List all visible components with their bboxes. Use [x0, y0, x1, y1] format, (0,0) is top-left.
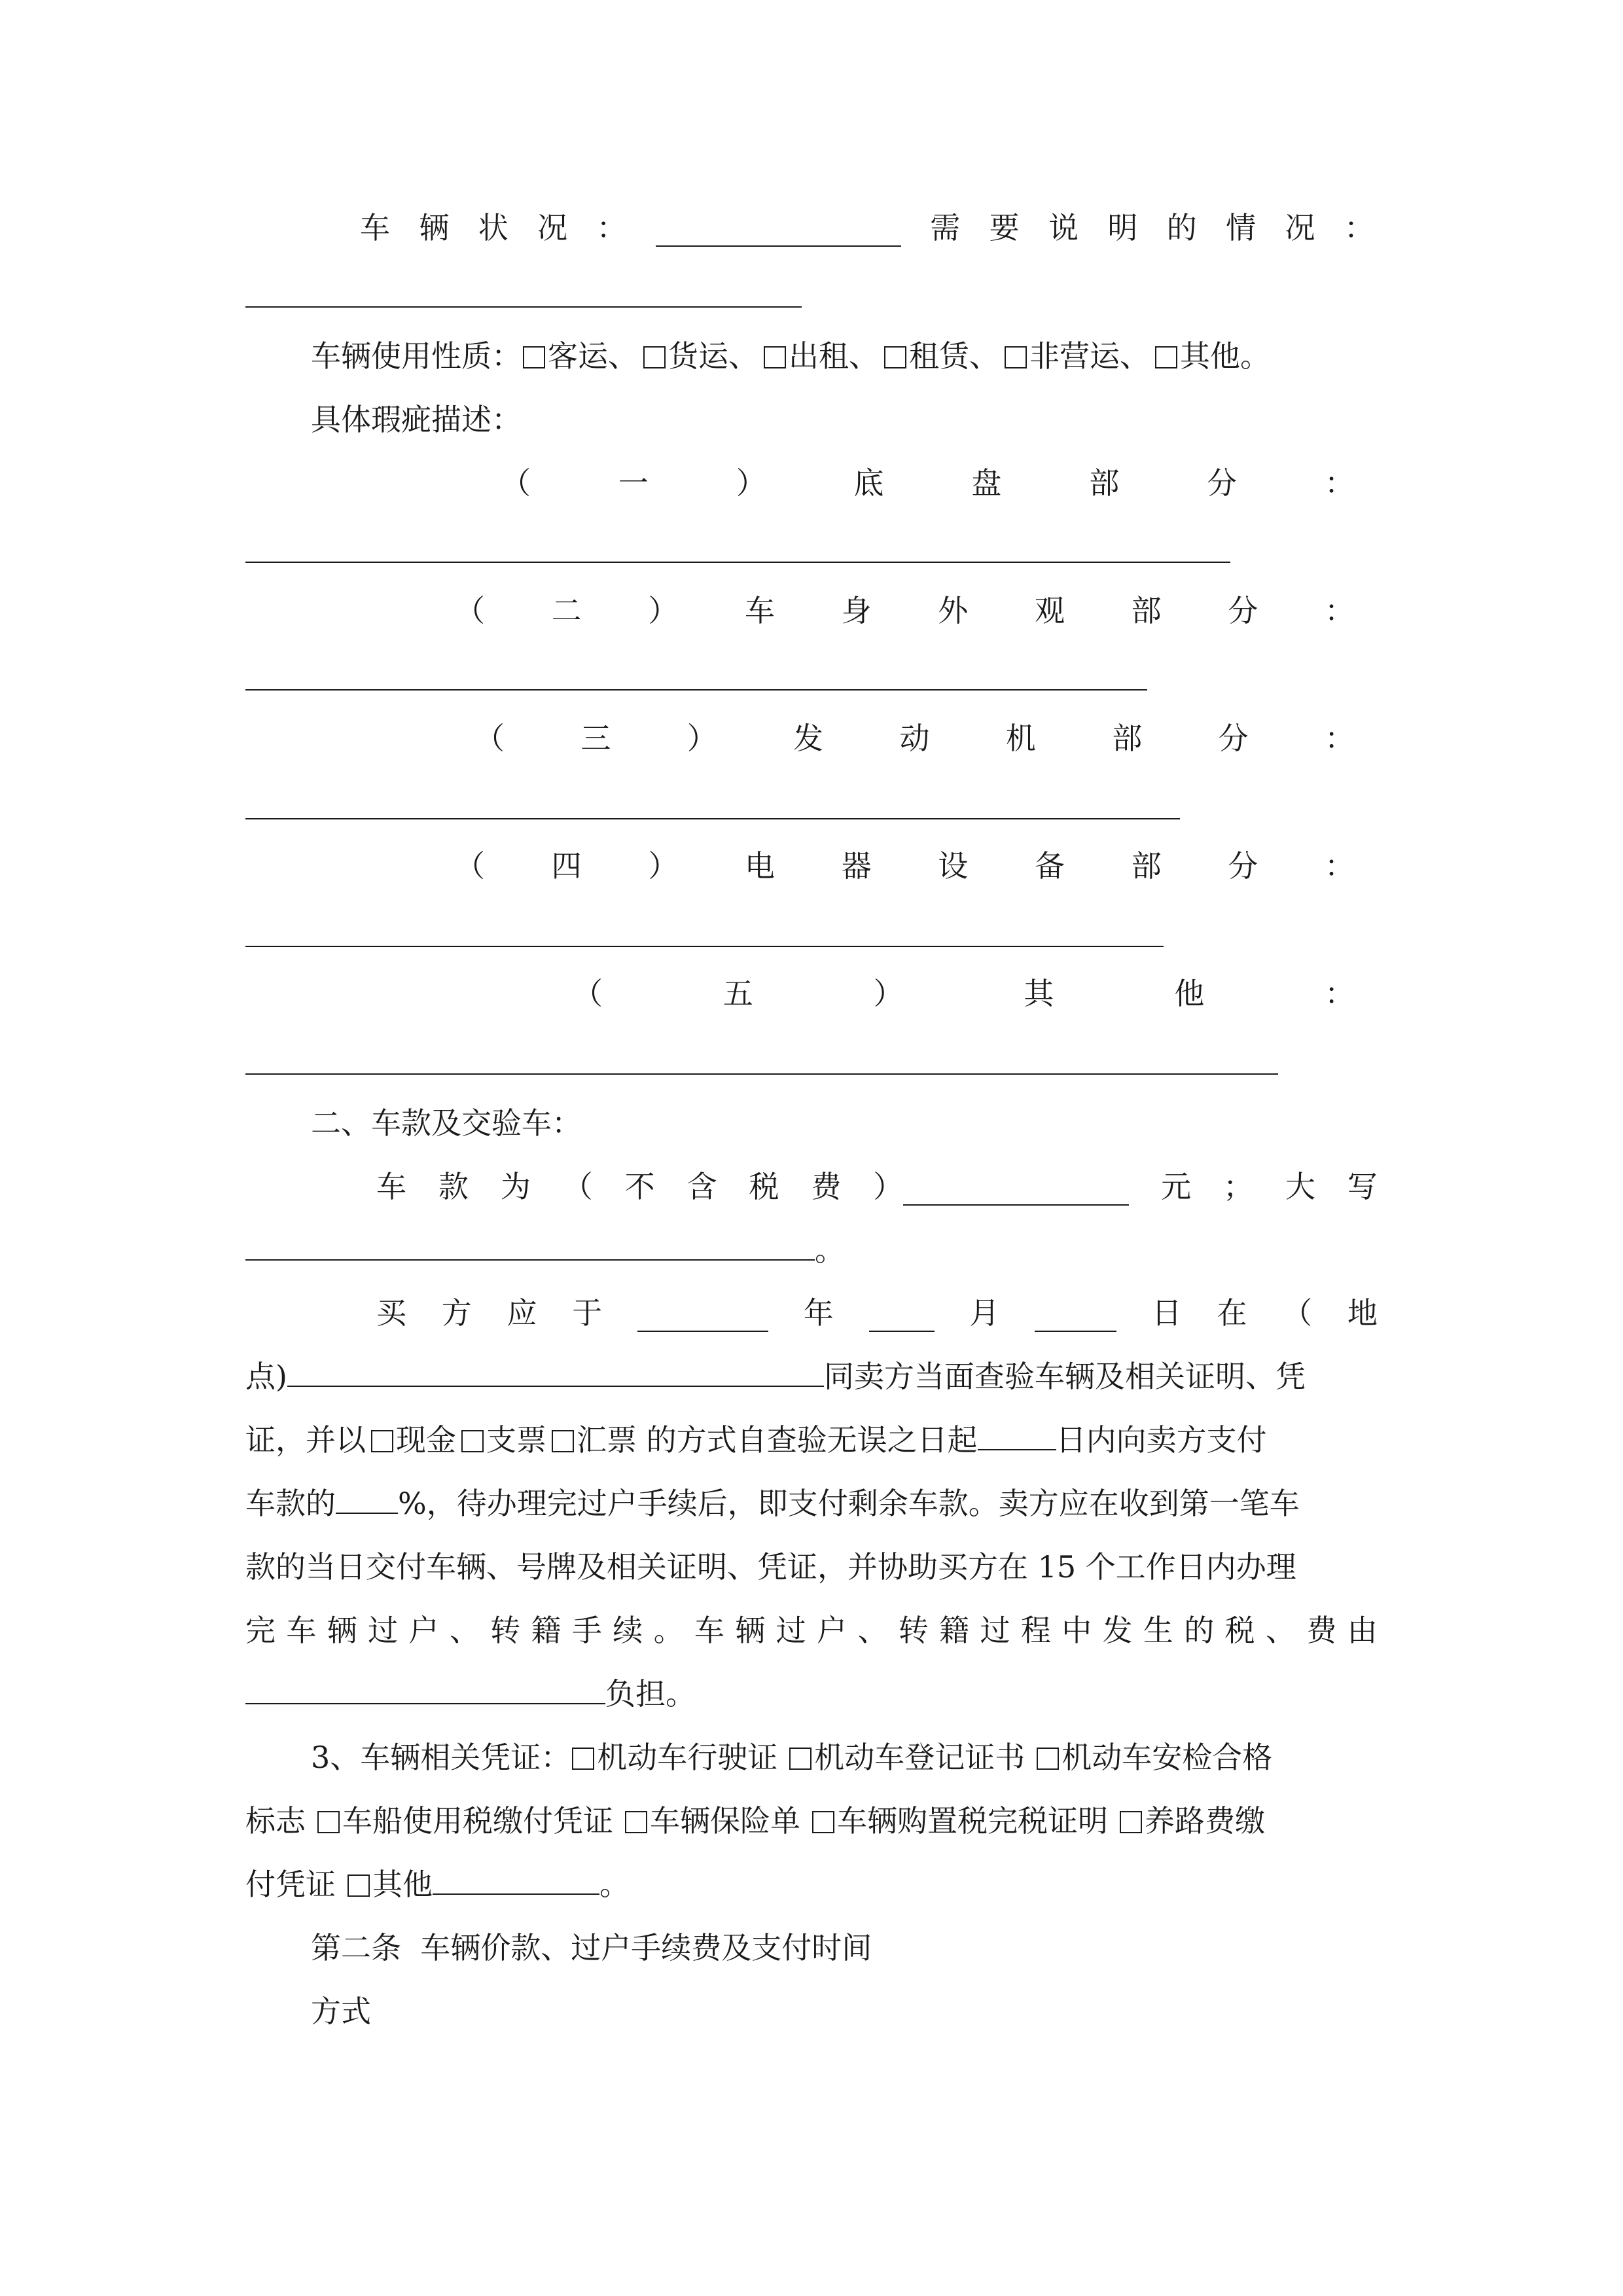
- other-document-blank[interactable]: [433, 1857, 599, 1895]
- section2-title: 二、车款及交验车：: [311, 1105, 582, 1141]
- payment-method-line: 证，并以 现金 支票 汇票 的方式自查验无误之日起 日内向卖方支付: [245, 1408, 1378, 1471]
- usage-line: 车辆使用性质： 客运、 货运、 出租、 租赁、 非营运、 其他。: [311, 338, 1270, 374]
- defect-other-blank[interactable]: [245, 1073, 1278, 1075]
- documents-line-3: 付凭证 其他 。: [245, 1853, 1378, 1916]
- price-capital-blank[interactable]: [245, 1223, 815, 1261]
- checkbox-icon[interactable]: [812, 1811, 834, 1833]
- checkbox-icon[interactable]: [348, 1874, 370, 1897]
- defect-electrical: （ 四 ） 电 器 设 备 部 分 ：: [455, 848, 1355, 884]
- vehicle-status-line: 车 辆 状 况 ： 需 要 说 明 的 情 况 ：: [360, 210, 1374, 245]
- transfer-line: 完 车 辆 过 户 、 转 籍 手 续 。 车 辆 过 户 、 转 籍 过 程 中 发 生 的 税 、 费 由: [245, 1613, 1378, 1648]
- checkbox-icon[interactable]: [625, 1811, 647, 1833]
- checkbox-icon[interactable]: [1005, 346, 1027, 368]
- vehicle-status-blank[interactable]: [656, 209, 901, 247]
- delivery-line: 款的当日交付车辆、号牌及相关证明、凭证，并协助买方在 15 个工作日内办理: [245, 1549, 1296, 1585]
- defect-engine: （ 三 ） 发 动 机 部 分 ：: [474, 721, 1355, 756]
- article2-continuation: 方式: [311, 1994, 371, 2029]
- defect-engine-blank[interactable]: [245, 818, 1180, 819]
- fee-bearer-blank[interactable]: [245, 1666, 605, 1704]
- documents-line-1: 3、车辆相关凭证： 机动车行驶证 机动车登记证书 机动车安检合格: [311, 1740, 1273, 1775]
- documents-line-2: 标志 车船使用税缴付凭证 车辆保险单 车辆购置税完税证明 养路费缴: [245, 1803, 1265, 1839]
- days-blank[interactable]: [978, 1412, 1056, 1450]
- checkbox-icon[interactable]: [1155, 346, 1177, 368]
- month-blank[interactable]: [869, 1294, 935, 1332]
- defect-chassis: （ 一 ） 底 盘 部 分 ：: [501, 465, 1355, 501]
- fee-bearer-line: 负担。: [245, 1662, 1378, 1725]
- defects-title: 具体瑕疵描述：: [311, 402, 522, 437]
- checkbox-icon[interactable]: [1120, 1811, 1142, 1833]
- percent-blank[interactable]: [336, 1476, 398, 1514]
- article2-title: 第二条 车辆价款、过户手续费及支付时间: [311, 1930, 872, 1965]
- day-blank[interactable]: [1035, 1294, 1116, 1332]
- checkbox-icon[interactable]: [523, 346, 545, 368]
- checkbox-icon[interactable]: [789, 1748, 812, 1770]
- defect-chassis-blank[interactable]: [245, 562, 1230, 563]
- defect-body: （ 二 ） 车 身 外 观 部 分 ：: [455, 593, 1355, 628]
- status-note-blank[interactable]: [245, 306, 802, 308]
- payment-percent-line: 车款的 %，待办理完过户手续后，即支付剩余车款。卖方应在收到第一笔车: [245, 1472, 1378, 1535]
- checkbox-icon[interactable]: [884, 346, 906, 368]
- checkbox-icon[interactable]: [764, 346, 786, 368]
- inspection-date-line: 买 方 应 于 年 月 日 在 （ 地: [376, 1295, 1378, 1331]
- defect-other: （ 五 ） 其 他 ：: [573, 976, 1355, 1011]
- defect-body-blank[interactable]: [245, 689, 1147, 691]
- checkbox-icon[interactable]: [572, 1748, 594, 1770]
- checkbox-icon[interactable]: [371, 1430, 393, 1452]
- checkbox-icon[interactable]: [317, 1811, 340, 1833]
- checkbox-icon[interactable]: [1037, 1748, 1059, 1770]
- price-capital-line: 。: [245, 1219, 1378, 1282]
- checkbox-icon[interactable]: [552, 1430, 574, 1452]
- inspection-place-line: 点) 同卖方当面查验车辆及相关证明、凭: [245, 1345, 1378, 1408]
- checkbox-icon[interactable]: [461, 1430, 484, 1452]
- place-blank[interactable]: [287, 1349, 824, 1387]
- price-amount-blank[interactable]: [903, 1168, 1129, 1206]
- defect-electrical-blank[interactable]: [245, 946, 1164, 947]
- checkbox-icon[interactable]: [643, 346, 666, 368]
- price-line: 车 款 为 （ 不 含 税 费 ） 元 ； 大 写: [376, 1169, 1378, 1204]
- year-blank[interactable]: [637, 1294, 768, 1332]
